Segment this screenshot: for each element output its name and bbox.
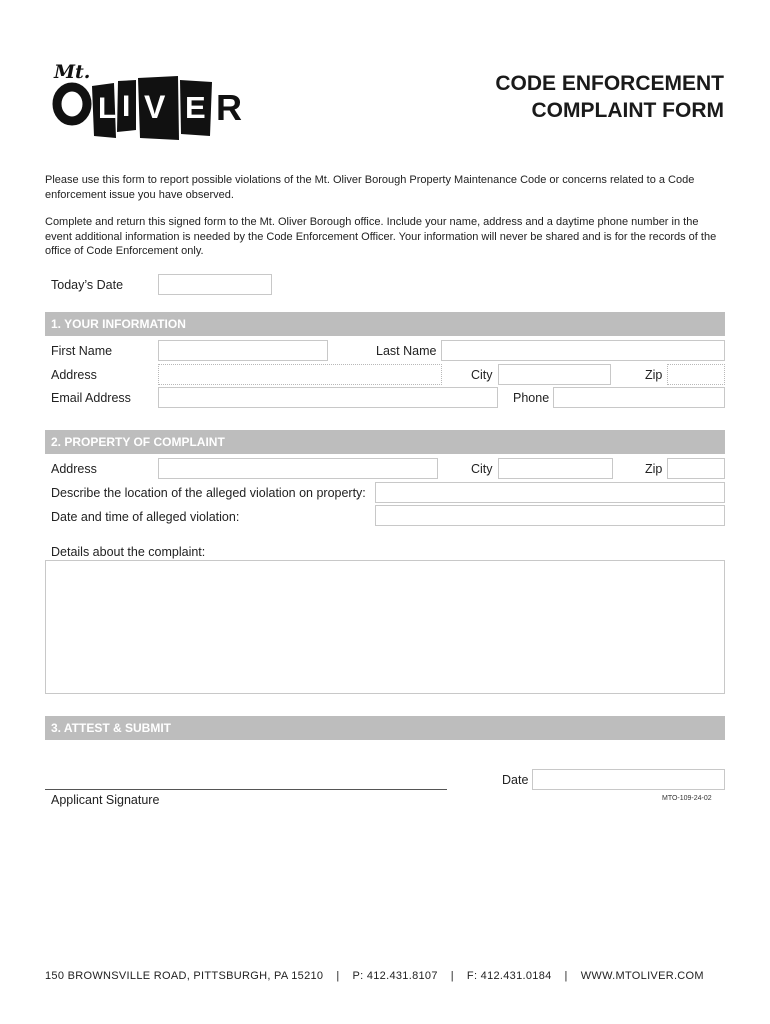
phone-label: Phone <box>513 391 550 405</box>
mt-oliver-logo <box>52 56 252 141</box>
violation-datetime-label: Date and time of alleged violation: <box>51 510 240 524</box>
property-address-label: Address <box>51 462 97 476</box>
city-label: City <box>471 368 493 382</box>
footer-phone: P: 412.431.8107 <box>352 970 438 982</box>
footer-contact <box>45 970 725 982</box>
property-city-field[interactable] <box>498 458 613 479</box>
intro-paragraph-1: Please use this form to report possible violations of the Mt. Oliver Borough Property Maintenance Code or concerns related to a Code enforcement issue you have observed. <box>45 174 695 201</box>
svg-text:Mt.: Mt. <box>54 61 91 83</box>
section-2-header: 2. PROPERTY OF COMPLAINT <box>45 430 725 454</box>
svg-text:I: I <box>122 90 131 123</box>
last-name-label: Last Name <box>376 344 437 358</box>
todays-date-field[interactable] <box>158 274 272 295</box>
address-field[interactable] <box>158 364 442 385</box>
violation-location-label: Describe the location of the alleged violation on property: <box>51 486 366 500</box>
property-address-field[interactable] <box>158 458 438 479</box>
signature-line[interactable] <box>45 789 447 790</box>
svg-text:V: V <box>144 89 166 125</box>
todays-date-label: Today’s Date <box>51 278 124 292</box>
submit-date-label: Date <box>502 773 529 787</box>
footer-address: 150 BROWNSVILLE ROAD, PITTSBURGH, PA 15210 <box>45 970 324 982</box>
svg-text:E: E <box>185 90 206 125</box>
footer-separator: | <box>336 970 340 982</box>
svg-text:L: L <box>98 92 117 125</box>
city-field[interactable] <box>498 364 611 385</box>
complaint-details-textarea[interactable] <box>45 560 725 694</box>
submit-date-field[interactable] <box>532 769 725 790</box>
last-name-field[interactable] <box>441 340 725 361</box>
footer-separator: | <box>564 970 568 982</box>
zip-field[interactable] <box>667 364 725 385</box>
property-city-label: City <box>471 462 493 476</box>
form-code: MTO-109-24-02 <box>662 795 712 802</box>
intro-paragraph-2: Complete and return this signed form to the Mt. Oliver Borough office. Include your name, address and a daytime phone number in the event additional information is needed by the Code Enforcement Officer. Your information will never be shared and is for the records of the office of Code Enforcement only. <box>45 216 717 257</box>
first-name-field[interactable] <box>158 340 328 361</box>
footer-separator: | <box>450 970 454 982</box>
property-zip-field[interactable] <box>667 458 725 479</box>
violation-location-field[interactable] <box>375 482 725 503</box>
title-line-1: CODE ENFORCEMENT <box>495 72 724 95</box>
violation-datetime-field[interactable] <box>375 505 725 526</box>
form-title <box>495 70 724 124</box>
title-line-2: COMPLAINT FORM <box>531 99 724 122</box>
property-zip-label: Zip <box>645 462 663 476</box>
email-field[interactable] <box>158 387 498 408</box>
svg-text:R: R <box>216 87 242 128</box>
section-1-header: 1. YOUR INFORMATION <box>45 312 725 336</box>
email-label: Email Address <box>51 391 131 405</box>
complaint-details-label: Details about the complaint: <box>51 545 206 559</box>
footer-fax: F: 412.431.0184 <box>466 970 552 982</box>
phone-field[interactable] <box>553 387 725 408</box>
footer-website: WWW.MTOLIVER.COM <box>580 970 704 982</box>
first-name-label: First Name <box>51 344 113 358</box>
zip-label: Zip <box>645 368 663 382</box>
section-3-header: 3. ATTEST & SUBMIT <box>45 716 725 740</box>
signature-label: Applicant Signature <box>51 793 160 807</box>
address-label: Address <box>51 368 97 382</box>
